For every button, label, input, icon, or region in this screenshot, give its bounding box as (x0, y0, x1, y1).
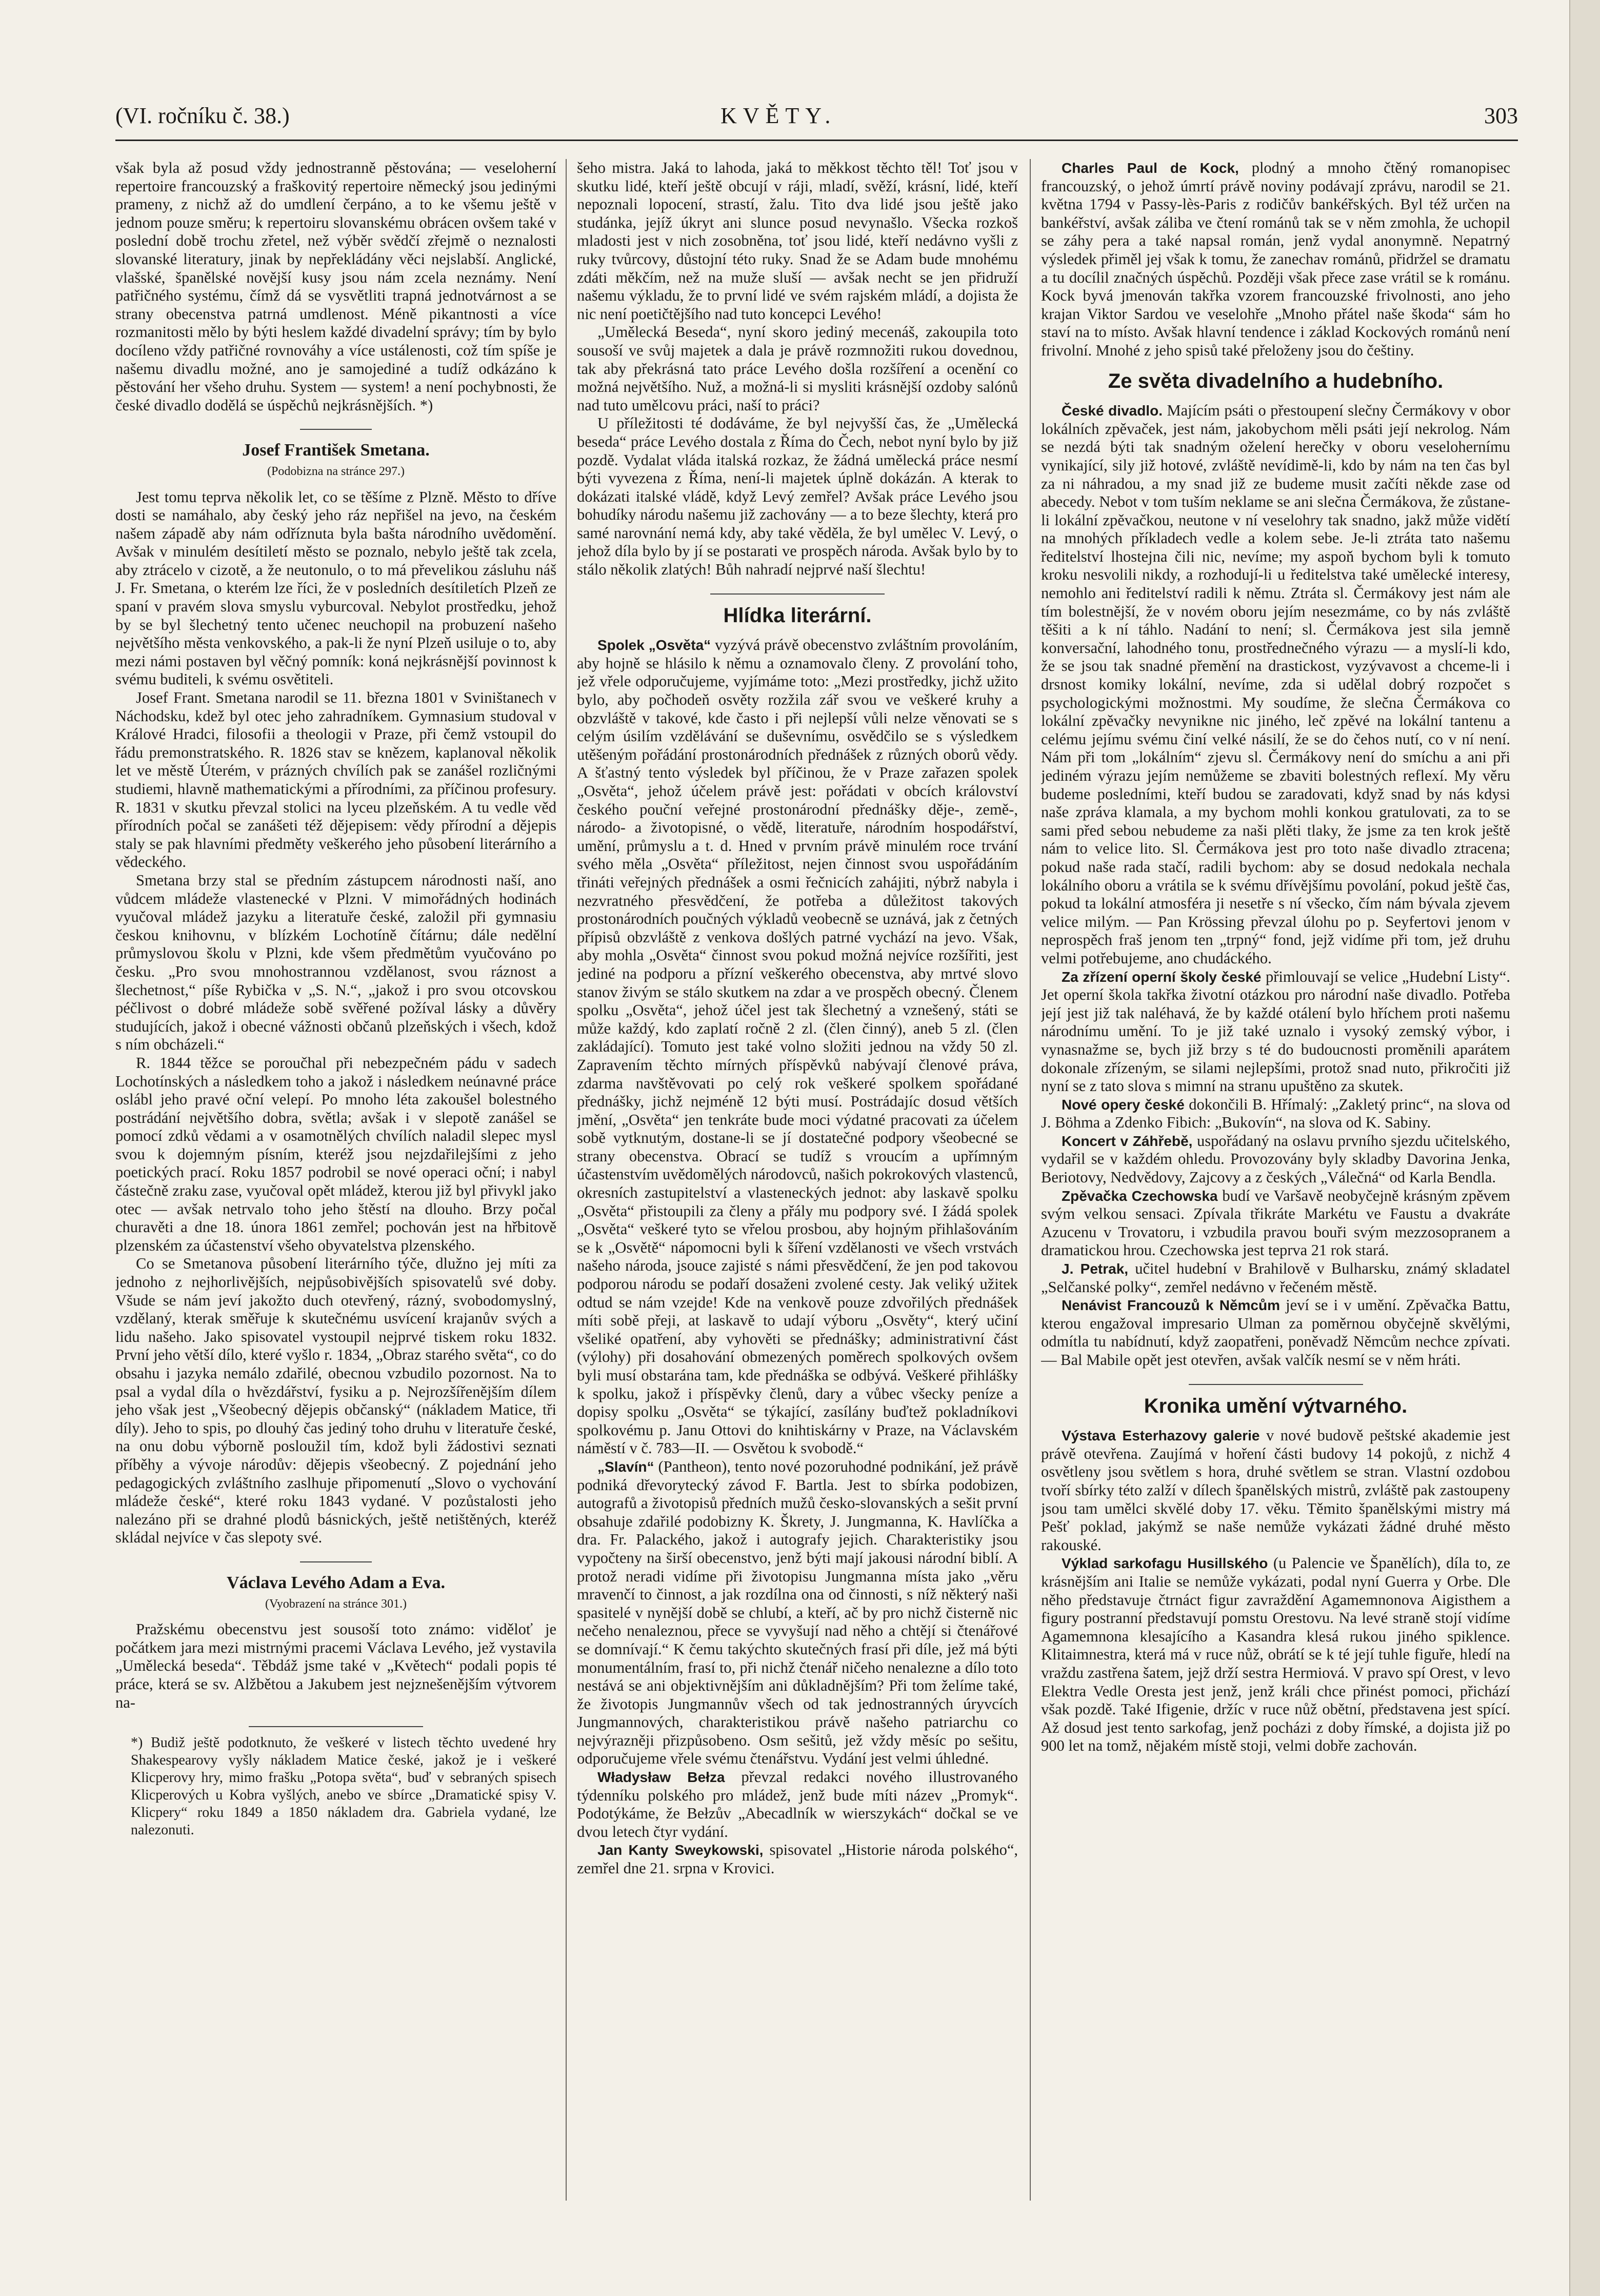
entry-text: Majícím psáti o přestoupení slečny Čermákovy v obor lokálních zpěvaček, jest nám, jakobychom měli psáti její nekrolog. Nám se nezdá býti tak snadným oželení herečky v oboru veselohernímu vynikající, sily již hotové, zvláště nevídimě-li, kdo by nám na ten čas byl za ni náhradou, a my snad již ze budeme musit začíti někde zase od abecedy. Nebot v tom tuším neklame se ani slečna Čermákova, že zůstane-li lokální zpěvačkou, neutone v ní veselohry tak snadno, jakž může vidětí na mnohých příkladech vedle a kolem sebe. Je-li ztráta tato našemu ředitelství lhostejna čili nic, nevíme; my aspoň bychom byli k tomuto kroku nesvolili nikdy, a rozhodují-li u ředitelstva také umělecké interesy, nemohlo ani ředitelství radili k němu. Ztráta sl. Čermákovy jest nám ale tím bolestnější, že v novém oboru jejím nesezmáme, co by nás zvláště těšiti a k ní táhlo. Nadání to není; sl. Čermákova jest sila jemně konversační, lahodného tonu, prostřednečného výrazu — a myslí-li kdo, že se jsou tak snadné přemění na drastickost, vyzývavost a chceme-li i drsnost komiky lokální, nevíme, zda si udělal dobrý rozpočet s psychologickými možnostmi. My soudíme, že slečna Čermákova co lokální zpěvačky nevynikne nic jiného, leč zpěvé na lokální tantenu a celému jejímu svému činí velké násilí, že se do čehos nutí, co v ní není. Nám při tom „lokálním“ zjevu sl. Čermákovy není do smíchu a ani při jediném výrazu jejím nemůžeme se zbaviti bolestných reflexí. My věru budeme posledními, kteří budou se zaradovati, když snad by nás kdysi naše zpráva klamala, a my bychom mohli konkou gratulovati, za to se sami před sebou nebudeme za naši plěti tlaky, že jsme za ten krok ještě nám to velice lito. Sl. Čermákova jest pro toto naše divadlo ztracena; pokud naše rada stačí, radili bychom: aby se dosud nedokala nechala lokálního oboru a vrátila se k svému dřívějšímu povolání, pokud ještě čas, pokud ta lokální atmosféra ji nesetře s ní všecko, čím nám bývala zjevem velice milým. — Pan Krössing převzal úlohu po p. Seyfertovi jenom v neprospěch fraš jenom ten „trpný“ fond, jejž vidíme při tom, jež druhu velmi potřebujeme, ano chudáckého. (1041, 402, 1510, 967)
paragraph (577, 1841, 1018, 1877)
paragraph (1041, 1427, 1510, 1554)
entry-lead: Charles Paul de Kock, (1062, 160, 1239, 176)
entry-text: plodný a mnoho čtěný romanopisec francouzský, o jehož úmrtí právě noviny podávají zprávu, narodil se 21. května 1794 v Passy-lès-Paris z rodičův bankéřských. Byl též určen na bankéřství, avšak záliba ve čtení románů tak se v něm zmohla, že uchopil se záhy pera a také napsal román, jenž vydal anonymně. Nepatrný výsledek přiměl jej však k tomu, že zanechav románů, přidržel se dramatu a tu docílil značných úspěchů. Později však přece zase vrátil se k románu. Kock byvá jmenován takřka vzorem francouzské frivolnosti, ano jeho krajan Viktor Sardou ve veselohře „Mnoho přátel naše škoda“ sám ho staví na to místo. Avšak hlavní tendence i základ Kockových románů není frivolní. Mnohé z jeho spisů také přeloženy jsou do češtiny. (1041, 159, 1510, 359)
paragraph: Jest tomu teprva několik let, co se těšíme z Plzně. Město to dříve dosti se namáhalo, aby český jeho ráz nepřišel na jevo, na českém našem západě aby nám odříznuta byla bašta národního uvědomění. Avšak v minulém desítiletí město se poznalo, nebylo ještě tak zcela, aby ztrácelo v cizotě, a že neutonulo, o to má převelikou zásluhu náš J. Fr. Smetana, o kterém lze říci, že v posledních desítiletích Plzeň ze spaní v pravém slova smyslu vyburcoval. Nebylot prostředku, jehož by se byl šlechetný tento učenec neuchopil na probuzení našeho největšího města venkovského, a pak-li že nyní Plzeň usiluje o to, aby mezi námi postaven byl věčný pomník: koná nejkrásnější povinnost k svému buditeli, k svému osvětiteli. (115, 488, 556, 688)
entry-text: přimlouvají se velice „Hudební Listy“. Jet operní škola takřka životní otázkou pro národní naše divadlo. Potřeba její jest již tak naléhavá, že by každé otálení bylo hříchem proti našemu národnímu umění. To je již také uznalo i vysoký zemský výbor, i vynasnažme se, bych již brzy s té do budoucnosti proměnili aparátem dokonale zřízeným, se silami nejlepšími, protož snad nuto, přikročiti již nyní se z tato slova s mimní na stranu upuštěno za skutek. (1041, 967, 1510, 1095)
section-title: Kronika umění výtvarného. (1144, 1394, 1408, 1417)
section-title: Ze světa divadelního a hudebního. (1108, 369, 1444, 392)
section-divider (710, 593, 885, 595)
paragraph: Josef Frant. Smetana narodil se 11. března 1801 v Sviništanech v Náchodsku, kdež byl otec jeho zahradníkem. Gymnasium studoval v Králové Hradci, filosofii a theologii v Praze, při čemž vstoupil do řádu premonstratského. R. 1826 stav se knězem, kaplanoval několik let ve městě Úterém, v prázných chvílích pak se zanášel rozličnými studiemi, hlavně mathematickými a přírodními, za příčinou profesury. R. 1831 v skutku převzal stolici na lyceu plzeňském. A tu vedle věd přírodních počal se zanášeti též dějepisem: vědy přírodní a dějepis staly se pak hlavními předměty veškerého jeho působení literárního a vědeckého. (115, 689, 556, 871)
paragraph (1041, 1554, 1510, 1755)
entry-text: (u Palencie ve Španělích), díla to, ze krásnějším ani Italie se nemůže vykázati, podal nyní Guerra y Orbe. Dle něho představuje čtrnáct figur zavraždění Agamemnonova Aigisthem a figury postranní představují pomstu Orestovu. Na levé straně stojí vidíme Agamemnona klesajícího a Kasandra klesá rukou jiného spiklence. Klitaimnestra, která má v ruce nůž, obrátí se k té její tuhle figuře, hledí na vraždu zastřena šatem, jejž drží sestra Hermiová. V pravo spí Orest, v levo Elektra Vedle Oresta jest jenž, jenž králi chce přinést pomoci, přichází však pozdě. Také Ifigenie, držíc v ruce nůž obětní, představena jest spící. Až dosud jest tento sarkofag, jenž pocházi z doby římské, a dojista již po 900 let na tomž, nějakém místě stoji, velmi dobře zachován. (1041, 1554, 1510, 1755)
entry-lead: Koncert v Záhřebě, (1062, 1133, 1193, 1149)
entry-text: dokončili B. Hřímalý: „Zakletý princ“, na slova od J. Böhma a Zdenko Fibich: „Bukovín“, na slova od K. Sabiny. (1041, 1095, 1510, 1132)
paragraph (1041, 968, 1510, 1096)
section-divider (300, 1561, 372, 1562)
entry-lead: Výklad sarkofagu Husillského (1062, 1555, 1268, 1572)
paragraph (1041, 159, 1510, 360)
paragraph (577, 1768, 1018, 1841)
paragraph (1041, 1296, 1510, 1369)
entry-lead: Spolek „Osvěta“ (597, 637, 711, 654)
column-3 (1041, 159, 1510, 2252)
entry-text: uspořádaný na oslavu prvního sjezdu učitelského, vydařil se v každém ohledu. Provozovány byly skladby Davorina Jenka, Beriotovy, Nedvědovy, Zajcovy a z českých „Válečná“ od Karla Bendla. (1041, 1132, 1510, 1186)
column-divider (1030, 159, 1031, 2201)
entry-text: učitel hudební v Brahilově v Bulharsku, známý skladatel „Selčanské polky“, zemřel nedávno v řečeném městě. (1041, 1260, 1510, 1296)
page-header (115, 103, 1518, 144)
paragraph (577, 1458, 1018, 1768)
paragraph: U příležitosti té dodáváme, že byl nejvyšší čas, že „Umělecká beseda“ práce Levého dostala z Říma do Čech, nebot nyní bylo by již pozdě. Vydalat vláda italská rozkaz, že žádná umělecká práce nesmí býti vyvezena z Říma, není-li majetek úplně dokázán. A kterak to dokázati italské vládě, když Levý zemřel? Avšak práce Levého jsou bohudíky národu našemu již zachovány — a to beze šlechty, která pro samé narovnání nemá kdy, aby také věděla, že byl umělec V. Levý, o jehož díla bylo by jí se postarati ve prospěch národa. Avšak bylo by to stálo několik zlatých! Bůh nahradí nejprvé naší šlechtu! (577, 414, 1018, 579)
article-title: Josef František Smetana. (242, 441, 430, 460)
entry-text: budí ve Varšavě neobyčejně krásným zpěvem svým velkou sensaci. Zpívala třikráte Markétu ve Faustu a dvakráte Azucenu v Trovatoru, i vzbudila pravou bouři svým mezzosopranem a dramatickou hrou. Czechowska jest teprva 21 rok stará. (1041, 1186, 1510, 1259)
paragraph: „Umělecká Beseda“, nyní skoro jediný mecenáš, zakoupila toto sousoší ve svůj majetek a dala je právě rozmnožiti rukou dovednou, tak aby překrásná tato práce Levého došla rozšíření a ocenění co možná největšího. Nuž, a možná-li si mysliti krásnější ozdoby salónů nad tuto umělcovu práci, naší to práci? (577, 323, 1018, 414)
issue-label: (VI. ročníku č. 38.) (115, 103, 290, 128)
entry-text: v nové budově peštské akademie jest právě otevřena. Zaujímá v hoření části budovy 14 pokojů, z nichž 4 osvětleny jsou světlem s hora, druhé světlem se stran. Vlastní ozdobou tvoří sbírky této zalží v dílech španělských mistrů, zvláště pak zastoupeny jsou tam umělci skvělé doby 17. věku. Těmito španělskými mistry má Pešť poklad, jakýmž se naše nemůže vykázati žádné druhé město rakouské. (1041, 1427, 1510, 1554)
paragraph (1041, 1132, 1510, 1187)
paragraph: R. 1844 těžce se poroučhal při nebezpečném pádu v sadech Lochotínských a následkem toho a jakož i následkem neúnavné práce oslábl jeho pravé oční velepí. Po mnoho léta zakoušel bolestného postrádání největšího dobra, světla; avšak i v slepotě zanášel se pomocí zdků vědami a v osamotnělých chvílích naladil slepec mysl svou k dojemným písním, kteréž jsou nejzdařilejšími z jeho poetických prací. Roku 1857 podrobil se nové operaci oční; i nabyl částečně zraku zase, vyučoval opět mládež, kterou již byl přivykl jako otec — avšak netrvalo toho jeho štěstí na dlouho. Brzy počal churavěti a dne 18. února 1861 zemřel; pochován jest na hřbitově plzenském za účastenství všeho obyvatelstva plzenského. (115, 1054, 556, 1254)
section-divider (300, 429, 372, 430)
paragraph: Co se Smetanova působení literárního týče, dlužno jej míti za jednoho z nejhorlivějších, nejpůsobivějších spisovatelů své doby. Všude se nám jeví jakožto duch otevřený, rázný, svobodomyslný, vzdělaný, kterak směřuje k skutečnému usvícení krajanův svých a lidu našeho. Jako spisovatel vystoupil nejprvé tiskem roku 1832. První jeho větší dílo, které vyšlo r. 1834, „Obraz starého světa“, co do obsahu i jazyka nemálo zdařilé, obecnou vzbudilo pozornost. Na to psal a vydal díla o hvězdářství, fysiku a p. Nejrozšířenějším dílem jeho však jest „Všeobecný dějepis občanský“ (nákladem Matice, tři díly). Jeho to spis, po dlouhý čas jediný toho druhu v literatuře české, na onu dobu výborně posloužil tím, kdož byli žádostivi seznati příběhy a vývoje národův: dějepis všeobecný. Z pojednání jeho pedagogických zvláštního zaslhuje připomenutí „Slovo o vychování mládeže české“, které roku 1843 vydané. V pozůstalosti jeho nalezáno při se drahné plodů básnických, ještě netištěných, kteréž skládal nejvíce v čas slepoty své. (115, 1255, 556, 1547)
entry-lead: Zpěvačka Czechowska (1062, 1187, 1218, 1204)
column-divider (566, 159, 567, 2201)
section-divider (1189, 1384, 1363, 1385)
paragraph: šeho mistra. Jaká to lahoda, jaká to měkkost těchto těl! Toť jsou v skutku lidé, kteří ještě obcují v ráji, mladí, svěží, krásní, lidé, kteří nepoznali lopocení, strastí, žalu. Tito dva lidé jsou ještě jako studánka, jejíž úkryt ani slunce posud nevynašlo. Všecka rozkoš mladosti jest v nich zosobněna, toť jsou lidé, kteří nedávno vyšli z ruky tvůrcovy, důstojní této ruky. Snad že se Adam bude mnohému zdáti měkčím, než na muže sluší — avšak necht se jen přidruží našemu výkladu, že to první lidé ve svém rajském mládí, a dojista že nic není poetičtějšího nad tuto koncepci Levého! (577, 159, 1018, 323)
entry-lead: České divadlo. (1062, 403, 1163, 419)
header-rule (115, 140, 1518, 141)
entry-text: převzal redakci nového illustrovaného týdenníku polského pro mládež, jenž bude míti název „Promyk“. Podotýkáme, že Bełzův „Abecadlník w wierszykách“ dočkal se ve dvou letech čtyr vydání. (577, 1768, 1018, 1840)
journal-title: KVĚTY. (721, 103, 837, 128)
entry-lead: Výstava Esterhazovy galerie (1062, 1428, 1260, 1444)
paragraph (1041, 1260, 1510, 1296)
paragraph (1041, 1096, 1510, 1132)
paragraph (577, 636, 1018, 1458)
entry-lead: Nenávist Francouzů k Němcům (1062, 1297, 1281, 1314)
paragraph (1041, 1187, 1510, 1260)
column-2 (577, 159, 1018, 2252)
paragraph: však byla až posud vždy jednostranně pěstována; — veseloherní repertoire francouzský a fraškovitý repertoire německý jsou jedinými prameny, z nichž až do umdlení čerpáno, a to ke všemu ještě v jednom pouze směru; k repertoiru slovanskému obrácen ovšem také v poslední době trochu zřetel, než výběr svědčí zřejmě o neznalosti slovanské literatury, jinak by nepřekládány věci nejslabší. Anglické, vlašské, španělské novější kusy jsou nám zcela neznámy. Není patřičného systému, čímž dá se vysvětliti trapná jednotvárnost a se strany obecenstva patrná umdlenost. Méně pikantnosti a více rozmanitosti mělo by býti heslem každé divadelní správy; tím by bylo docíleno vždy patřičné rovnováhy a více ustálenosti, což tím spíše je našemu divadlu možné, ano je samojediné a tudíž odkázáno k pěstování her všeho druhu. System — system! a není pochybnosti, že české divadlo dodělá se úspěchů nejkrásnějších. *) (115, 159, 556, 414)
page-edge (1570, 0, 1600, 2296)
entry-text: spisovatel „Historie národa polského“, zemřel dne 21. srpna v Krovici. (577, 1841, 1018, 1877)
paragraph: Pražskému obecenstvu jest sousoší toto známo: viděloť je počátkem jara mezi mistrnými pracemi Václava Levého, jež vystavila „Umělecká beseda“. Těbdáž jsme také v „Květech“ podali popis té práce, která se sv. Alžbětou a Jakubem jest nejznešenějším výtvorem na- (115, 1620, 556, 1711)
entry-text: jeví se i v umění. Zpěvačka Battu, kterou engažoval impresario Ulman za poměrnou obyčejně skvělými, odmítla tu nabídnutí, když zaopatřeni, poněvadž Němcům nechce zpívati. — Bal Mabile opět jest otevřen, avšak valčík nesmí se v něm hráti. (1041, 1296, 1510, 1369)
page-number: 303 (1484, 103, 1518, 128)
footnote-divider (249, 1726, 423, 1727)
section-title: Hlídka literární. (723, 604, 872, 627)
entry-lead: „Slavín“ (597, 1458, 654, 1475)
entry-lead: J. Petrak, (1062, 1261, 1129, 1277)
column-1 (115, 159, 556, 2252)
paragraph (1041, 402, 1510, 967)
entry-lead: Jan Kanty Sweykowski, (597, 1842, 764, 1858)
entry-text: vyzývá právě obecenstvo zvláštním provoláním, aby hojně se hlásilo k němu a oznamovalo členy. Z provolání toho, jež vřele odporučujeme, vyjímáme toto: „Mezi prostředky, jichž užito bylo, aby počhodeň osvěty rozžila zář svou ve veškeré kruhy a obzvláště v takové, kde často i při nejlepší vůli nelze věnovati se s celým úsilím vzdělávání se duševnímu, osvědčilo se s výsledkem utěšeným pořádání prostonárodních přednášek z různých oborů vědy. A šťastný tento výsledek byl příčinou, že v Praze zařazen spolek „Osvěta“, jehož účelem právě jest: pořádati v obcích království českého pouční veřejné prostonárodní přednášky děje-, země-, národo- a životopisné, o vědě, literatuře, národním hospodářství, umění, průmyslu a t. d. Hned v prvním právě minulém roce trvání svého měla „Osvěta“ příležitost, nejen činnost svou uspořádáním třináti veřejných přednášek a osmi řečnicích zahájiti, nýbrž nabyla i nezvratného přesvědčení, že potřeba a důležitost takových prostonárodních poučných výkladů veobecně se uznává, jak z četných přípisů obzvláště z venkova došlých patrné vychází na jevo. Však, aby mohla „Osvěta“ činnost svou pokud možná nejvíce rozšířiti, jest jediné na podporu a přízní veškerého obecenstva, aby mrtvé slovo stanov živým se stálo skutkem na zdar a ve prospěch obecný. Členem spolku „Osvěta“, jehož účel jest tak šlechetný a vznešený, státi se může každý, kdo zaplatí ročně 2 zl. (člen činný), aneb 5 zl. (člen zakládající). Tomuto jest také volno složiti jednou na vždy 50 zl. Zapravením těchto mírných příspěvků nabývají členové práva, zdarma navštěvovati po celý rok veškeré spolkem spořádané přednášky, jichž nejméně 12 býti musí. Postrádajíc dosud větších jmění, „Osvěta“ jen tenkráte bude moci výdatné pracovati za účelem sobě vytknutým, dostane-li se jí dostatečné podpory všeobecné se strany obecenstva. Obrací se tudíž s vroucím a upřímným účastenstvím uvědomělých národovců, našich pokrokových vlastenců, okresních zastupitelství a vlasteneckých jednot: aby laskavě spolku „Osvěta“ přistoupili za členy a přály mu podpory své. I žádá spolek „Osvěta“ veškeré tyto se vřelou prosbou, aby hojným přihlašováním se k „Osvětě“ nápomocni byli k šíření vzdělanosti ve všech vrstvách našeho národa, jsouce zajisté s námi přesvědčení, že jen pod takovou podporou národu se podaří dosaženi zvolené cesty. Jak veliký užitek odtud se nám vzejde! Kde na venkově pouze zdvořilých přednášek míti sobě přeji, at laskavě to udají výboru „Osvěty“, který učiní všeliké opatření, aby vyhověti se přednášky; administrativní část (výlohy) při dosahování obmezených poměrech spolkových ovšem byli musí obstarána tam, kde přednáška se odbývá. Veškeré přihlášky k spolku, jakož i příspěvky členů, dary a vůbec všecky peníze a dopisy spolku „Osvěta“ se týkající, zasílány buďtež pokladníkovi spolkovému p. Janu Ottovi do knihtiskárny v Praze, na Václavském náměstí v č. 783—II. — Osvětou k svobodě.“ (577, 636, 1018, 1457)
paragraph: Smetana brzy stal se předním zástupcem národnosti naší, ano vůdcem mládeže vlastenecké v Plzni. V mimořádných hodinách vyučoval mládež jazyku a literatuře české, založil při gymnasiu českou knihovnu, v blízkém Lochotíně čítárnu; dále nedělní průmyslovou školu v Plzni, kde všem předmětům vyučováno po česku. „Pro svou mnohostrannou vzdělanost, svou ráznost a šlechetnost,“ píše Rybička v „S. N.“, „jakož i pro svou otcovskou péčlivost o dobré mládeže sobě svěřené požíval lásky a důvěry studujících, jakož i obecné vážnosti občanů plzeňských i všech, kdož s ním obcházeli.“ (115, 871, 556, 1054)
entry-text: (Pantheon), tento nové pozoruhodné podnikání, jež právě podniká dřevorytecký závod F. Bartla. Jest to sbírka podobizen, autografů a životopisů předních mužů česko-slovanských a sešit první obsahuje zdařilé podobizny K. Škrety, J. Jungmanna, K. Havlíčka a dra. Fr. Palackého, jakož i autografy jejich. Charakteristiky jsou vypočteny na širší obecenstvo, jenž býti mají jakousi národní biblí. A protož neradi vidíme při životopisu Jungmanna místa jako „věru mravenčí to činnost, a jak rozdílna ona od činnosti, s níž některý naši spasitelé v nynější době se chlubí, a kteří, ač by pro nichž čisterně nic nečeho nenaleznou, přece se vyvyšují nad něho a chtějí si čtenářové se domnívají.“ K čemu takýchto skutečných frasí při díle, jež má býti monumentálním, frasí to, při nichž čtenář ničeho nenalezne a dílo toto nestává se ani objektivnějším ani důkladnějším? Při tom želíme také, že životopis Jungmannův všech od tak jednostranných úryvcích Jungmannových, charakteristikou právě našeho patriarchu co nejvýrazněji přizpůsobeno. Osm sešitů, jež vždy měsíc po sešitu, odporučujeme vřele svému čtenářstvu. Vydání jest velmi úhledné. (577, 1457, 1018, 1768)
article-title: Václava Levého Adam a Eva. (227, 1573, 445, 1592)
article-subtitle: (Podobizna na stránce 297.) (267, 464, 405, 478)
footnote: *) Budiž ještě podotknuto, že veškeré v listech těchto uvedené hry Shakespearovy vyšly nákladem Matice české, jakož je i veškeré Klicperovy hry, mimo frašku „Potopa světa“, buď v sebraných spisech Klicperových u Kobra vyšlých, anebo ve sbírce „Dramatické spisy V. Klicpery“ roku 1849 a 1850 nákladem dra. Gabriela vydané, lze nalezonuti. (131, 1735, 556, 1838)
entry-lead: Władysław Bełza (597, 1769, 725, 1786)
article-subtitle: (Vyobrazení na stránce 301.) (265, 1597, 407, 1611)
entry-lead: Nové opery české (1062, 1096, 1185, 1113)
entry-lead: Za zřízení operní školy české (1062, 968, 1262, 985)
